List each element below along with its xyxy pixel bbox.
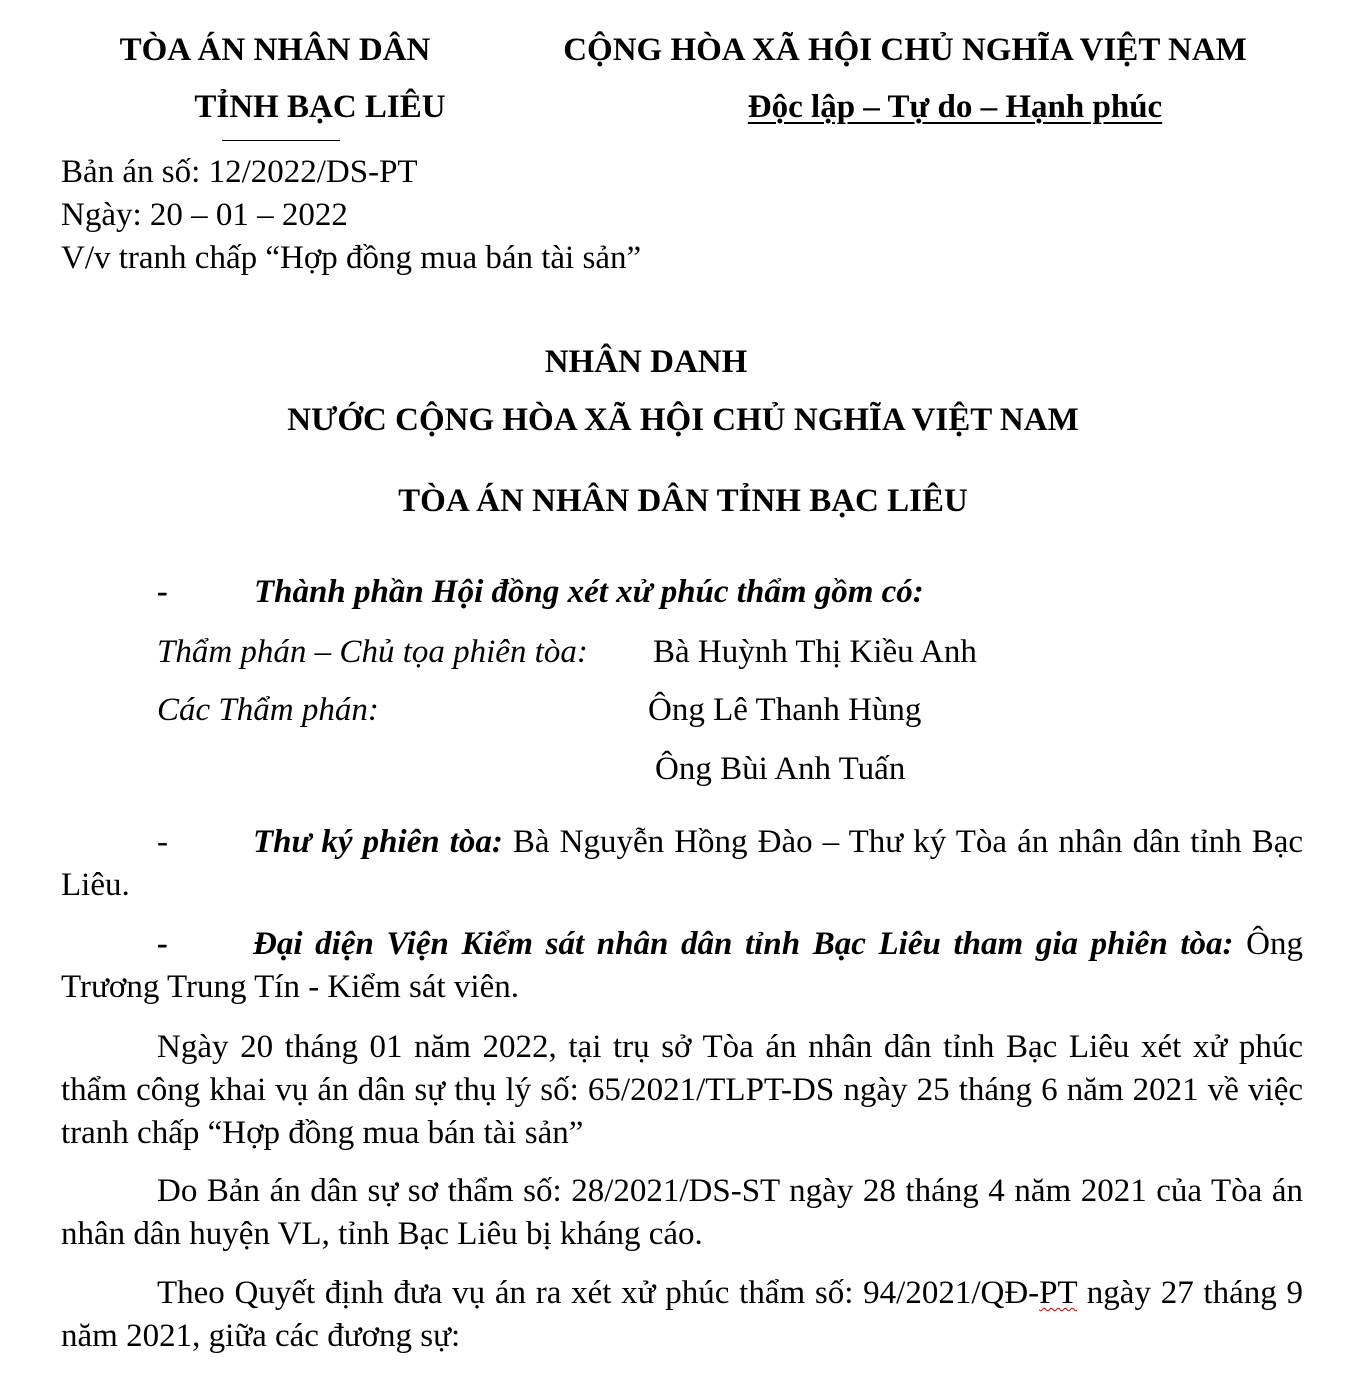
appeal-paragraph: Do Bản án dân sự sơ thẩm số: 28/2021/DS-ST ngày 28 tháng 4 năm 2021 của Tòa án nhân dân huyện VL, tỉnh Bạc Liêu bị kháng cáo. (61, 1173, 1303, 1252)
procuracy-label: Đại diện Viện Kiểm sát nhân dân tỉnh Bạc Liêu tham gia phiên tòa: (253, 926, 1234, 962)
case-subject: V/v tranh chấp “Hợp đồng mua bán tài sản” (61, 240, 642, 276)
procuracy-text: Ông Trương Trung Tín - Kiểm sát viên. (61, 926, 1303, 1005)
court-name-rule (222, 140, 340, 141)
national-motto: Độc lập – Tự do – Hạnh phúc (747, 89, 1163, 125)
hearing-paragraph: Ngày 20 tháng 01 năm 2022, tại trụ sở Tòa án nhân dân tỉnh Bạc Liêu xét xử phúc thẩm công khai vụ án dân sự thụ lý số: 65/2021/TLPT-DS ngày 25 tháng 6 năm 2021 về việc tranh chấp “Hợp đồng mua bán tài sản” (61, 1029, 1303, 1151)
clerk-label: Thư ký phiên tòa: (253, 824, 503, 860)
procuracy-paragraph (61, 923, 1303, 1009)
nation-title: CỘNG HÒA XÃ HỘI CHỦ NGHĨA VIỆT NAM (563, 32, 1247, 68)
procuracy-dash: - (157, 926, 168, 962)
title-in-the-name: NHÂN DANH (544, 344, 748, 380)
spellcheck-flagged-word: PT (1039, 1275, 1078, 1311)
court-name-line2: TỈNH BẠC LIÊU (194, 89, 446, 125)
decision-paragraph (61, 1272, 1303, 1358)
clerk-dash: - (157, 824, 168, 860)
court-name-line1: TÒA ÁN NHÂN DÂN (119, 32, 431, 68)
judge-name-2: Ông Bùi Anh Tuấn (655, 751, 906, 787)
panel-heading: Thành phần Hội đồng xét xử phúc thẩm gồm có: (254, 574, 924, 610)
title-country: NƯỚC CỘNG HÒA XÃ HỘI CHỦ NGHĨA VIỆT NAM (287, 402, 1079, 438)
clerk-text: Bà Nguyễn Hồng Đào – Thư ký Tòa án nhân dân tỉnh Bạc Liêu. (61, 824, 1304, 903)
decision-text-start: Theo Quyết định đưa vụ án ra xét xử phúc thẩm số: 94/2021/QĐ- (157, 1275, 1040, 1311)
judges-label: Các Thẩm phán: (157, 692, 379, 728)
case-date: Ngày: 20 – 01 – 2022 (61, 197, 348, 233)
case-number: Bản án số: 12/2022/DS-PT (61, 154, 418, 190)
decision-text-end: ngày 27 tháng 9 năm 2021, giữa các đương sự: (61, 1275, 1303, 1354)
presiding-judge-label: Thẩm phán – Chủ tọa phiên tòa: (157, 634, 588, 670)
panel-dash: - (157, 574, 168, 610)
judge-name-1: Ông Lê Thanh Hùng (648, 692, 922, 728)
presiding-judge-name: Bà Huỳnh Thị Kiều Anh (653, 634, 977, 670)
title-court: TÒA ÁN NHÂN DÂN TỈNH BẠC LIÊU (398, 483, 968, 519)
clerk-paragraph (61, 821, 1303, 907)
